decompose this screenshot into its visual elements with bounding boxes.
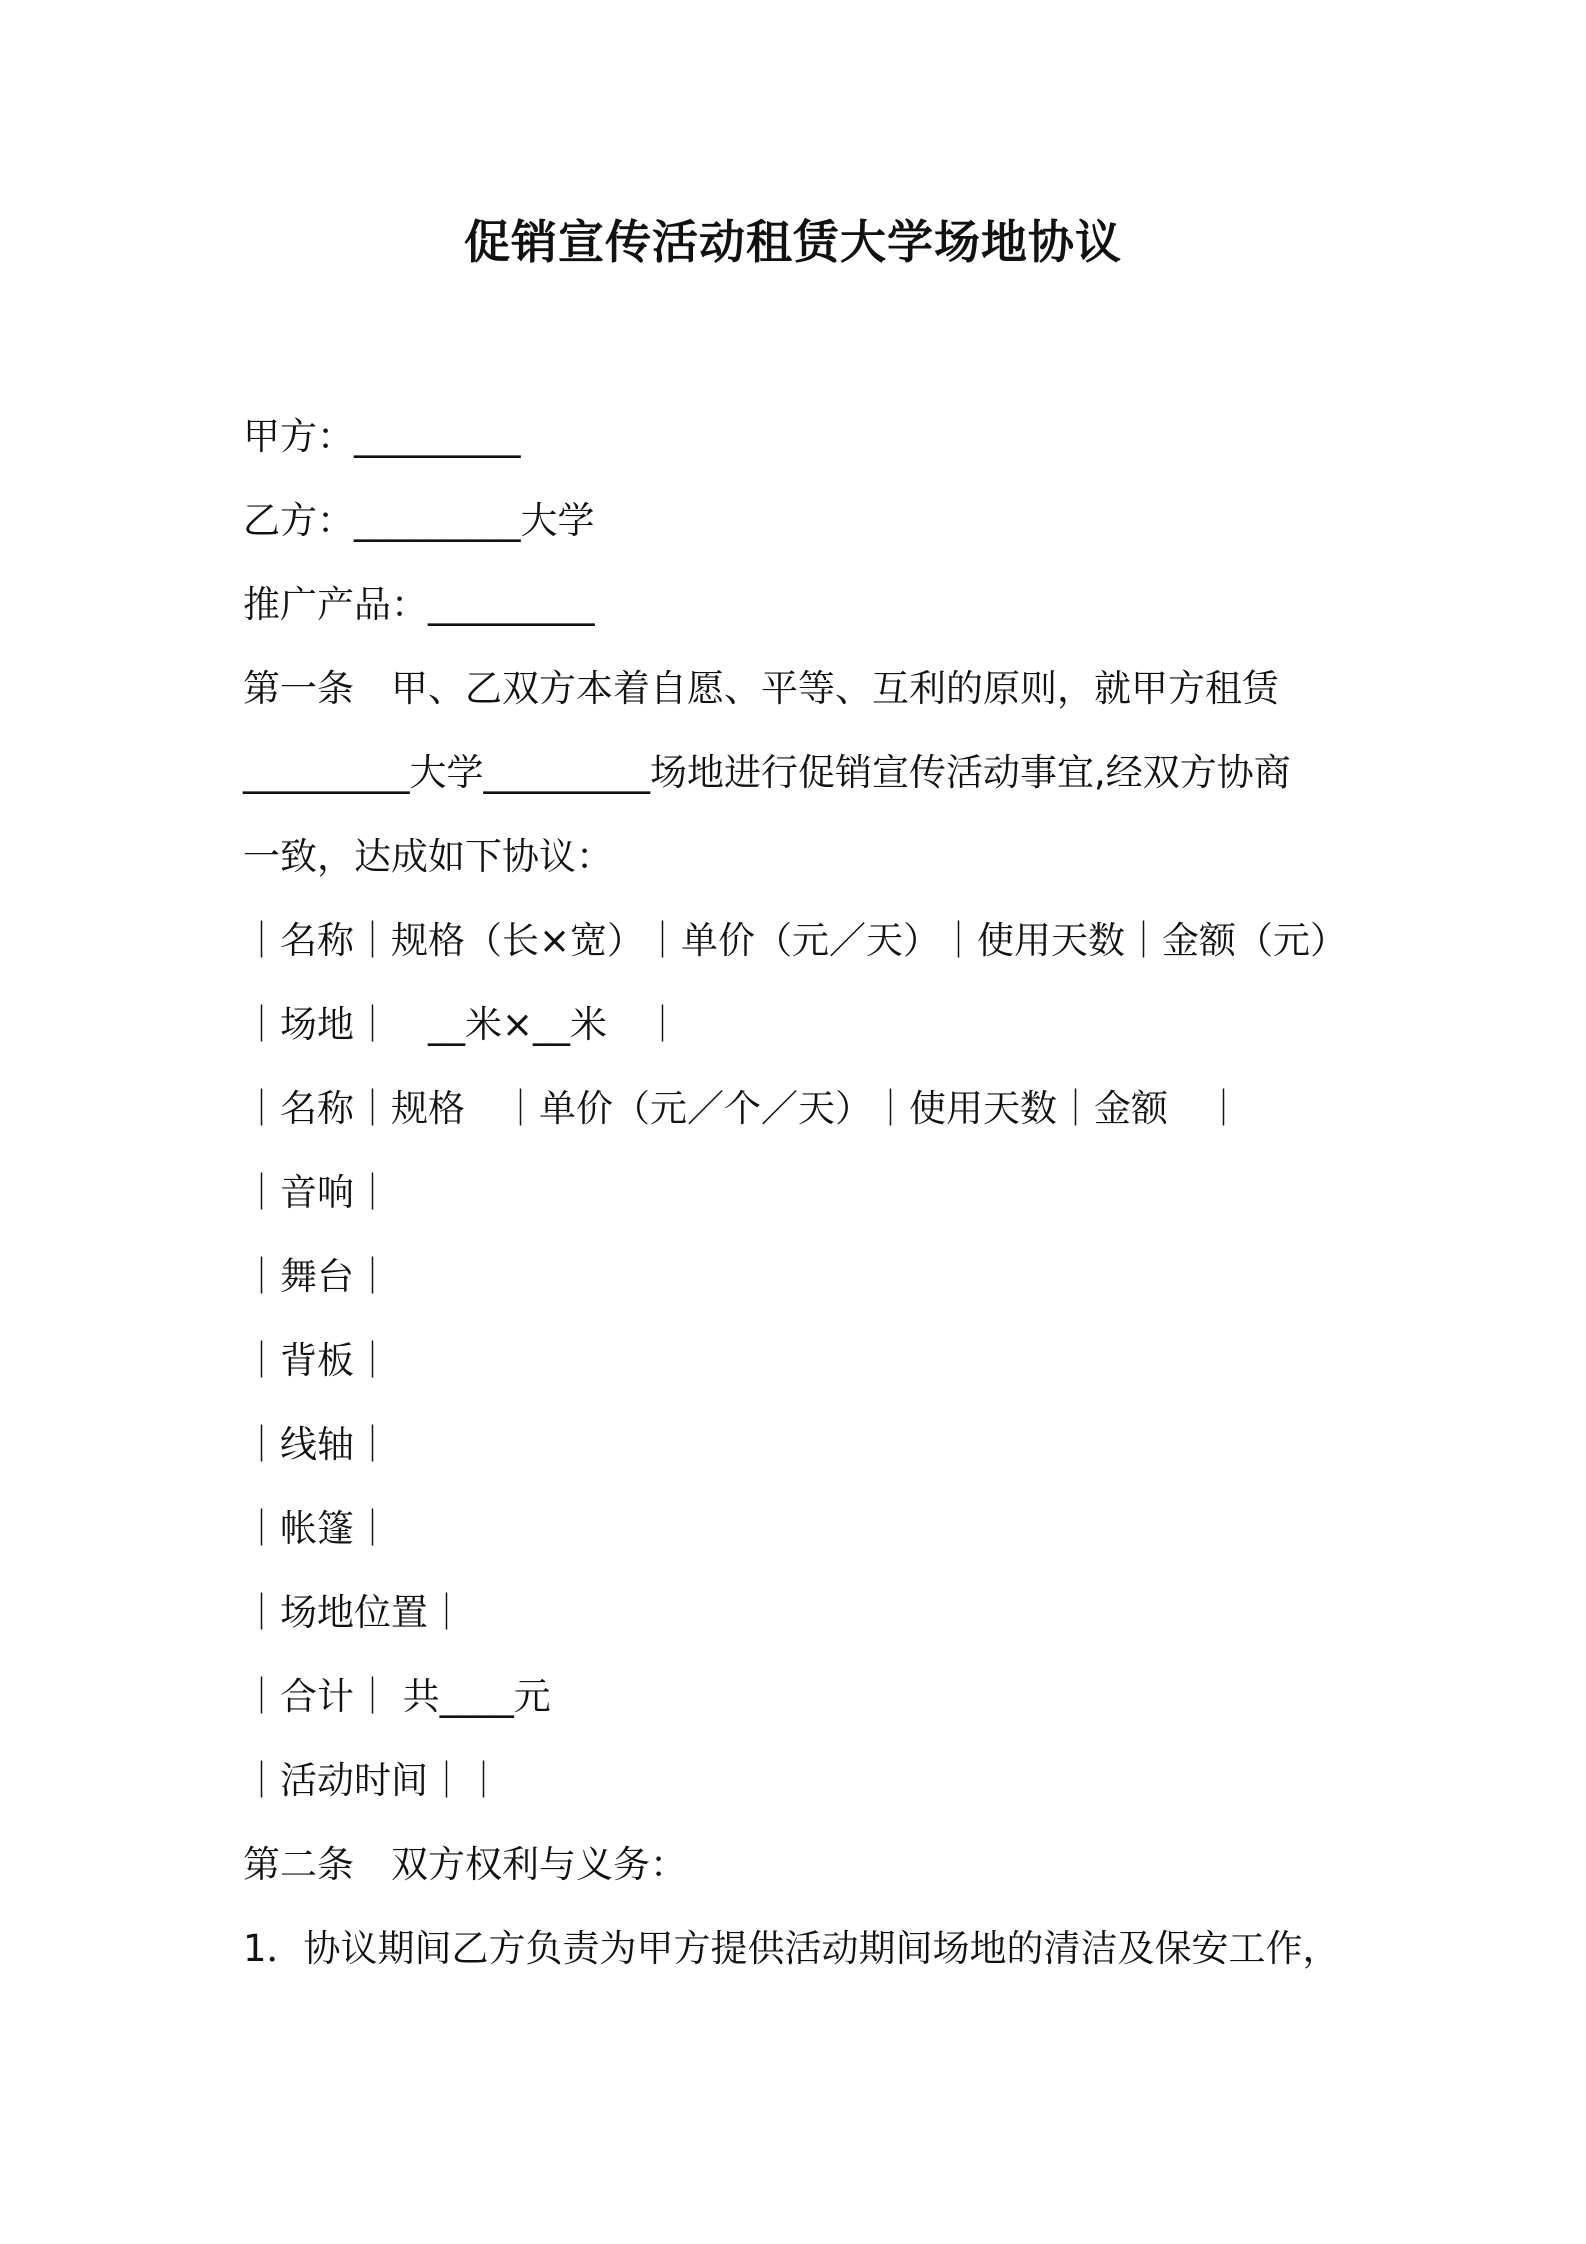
product-line: 推广产品：_________ — [243, 583, 595, 626]
document-title: 促销宣传活动租赁大学场地协议 — [464, 215, 1122, 269]
article1-line3: 一致，达成如下协议： — [243, 835, 613, 878]
table-row-activity-time: ｜活动时间｜｜ — [243, 1759, 502, 1802]
table-row-site: ｜场地｜ __米×__米 ｜ — [243, 1003, 682, 1046]
table-header-site: ｜名称｜规格（长×宽）｜单价（元／天）｜使用天数｜金额（元） — [243, 919, 1348, 962]
table-row-location: ｜场地位置｜ — [243, 1591, 465, 1634]
table-header-equipment: ｜名称｜规格 ｜单价（元／个／天）｜使用天数｜金额 ｜ — [243, 1087, 1242, 1130]
party-a-line: 甲方：_________ — [243, 415, 521, 458]
article2-heading: 第二条 双方权利与义务： — [243, 1843, 687, 1886]
table-row-backdrop: ｜背板｜ — [243, 1339, 391, 1382]
table-row-total: ｜合计｜ 共____元 — [243, 1675, 551, 1718]
table-row-audio: ｜音响｜ — [243, 1171, 391, 1214]
article1-line1: 第一条 甲、乙双方本着自愿、平等、互利的原则，就甲方租赁 — [243, 667, 1279, 710]
table-row-stage: ｜舞台｜ — [243, 1255, 391, 1298]
table-row-tent: ｜帐篷｜ — [243, 1507, 391, 1550]
article2-clause1: 1．协议期间乙方负责为甲方提供活动期间场地的清洁及保安工作， — [243, 1927, 1340, 1970]
table-row-cable-reel: ｜线轴｜ — [243, 1423, 391, 1466]
party-b-line: 乙方：_________大学 — [243, 499, 595, 542]
article1-line2: _________大学_________场地进行促销宣传活动事宜,经双方协商 — [243, 751, 1291, 794]
